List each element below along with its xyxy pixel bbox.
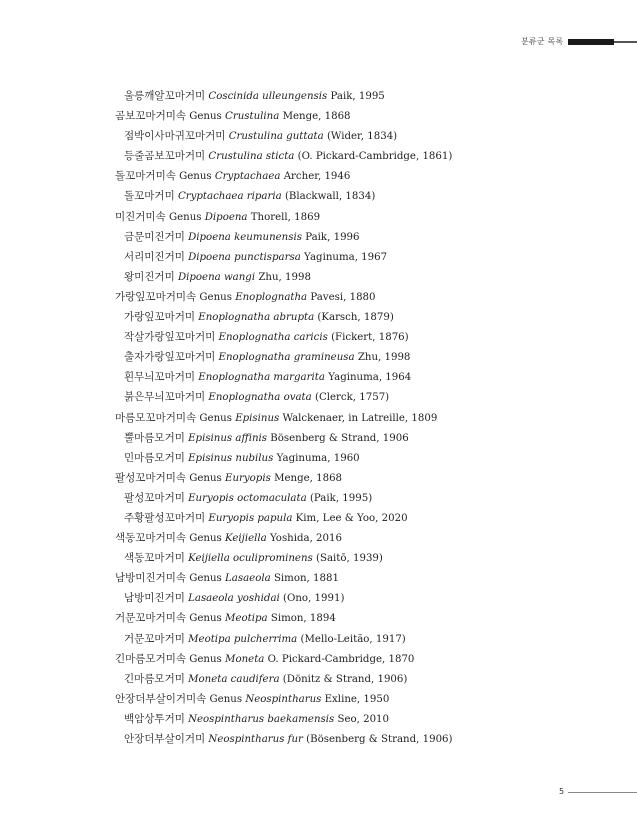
scientific-name: Enoplognatha caricis (218, 332, 328, 344)
author-citation: (Blackwall, 1834) (284, 191, 376, 203)
rank-prefix: Genus (189, 111, 222, 123)
scientific-name: Coscinida ulleungensis (208, 91, 328, 102)
page-number: 5 (559, 787, 565, 796)
genus-entry (115, 408, 615, 428)
korean-name: 왕미진거미 (124, 270, 175, 283)
korean-name: 뿔마름모거미 (124, 431, 185, 444)
rank-prefix: Genus (199, 291, 232, 303)
author-citation: (O. Pickard-Cambridge, 1861) (297, 151, 453, 163)
korean-name: 붉은무늬꼬마거미 (124, 391, 206, 404)
korean-name: 남방미진거미속 (115, 572, 187, 585)
genus-entry (115, 166, 615, 186)
taxon-list (115, 86, 615, 749)
rank-prefix: Genus (199, 412, 232, 424)
scientific-name: Enoplognatha ovata (208, 392, 312, 404)
author-citation: (Karsch, 1879) (317, 312, 394, 324)
korean-name: 미진거미속 (115, 210, 166, 223)
header-bar (568, 39, 614, 45)
scientific-name: Enoplognatha margarita (198, 372, 325, 384)
korean-name: 색동꼬마거미 (124, 552, 185, 565)
author-citation: (Paik, 1995) (309, 492, 373, 504)
scientific-name: Enoplognatha (235, 291, 308, 303)
species-entry (115, 508, 615, 528)
rank-prefix: Genus (209, 693, 243, 705)
species-entry (115, 548, 615, 568)
genus-entry (115, 649, 615, 669)
author-citation: Paik, 1996 (305, 231, 360, 243)
author-citation: Zhu, 1998 (258, 271, 311, 283)
author-citation: Pavesi, 1880 (310, 291, 376, 303)
scientific-name: Meotipa pulcherrima (188, 633, 298, 645)
author-citation: (Mello-Leitão, 1917) (300, 633, 406, 645)
species-entry (115, 86, 615, 106)
section-label: 분류군 목록 (521, 37, 564, 46)
genus-entry (115, 568, 615, 588)
rank-prefix: Genus (189, 573, 222, 585)
species-entry (115, 669, 615, 689)
genus-entry (115, 106, 615, 126)
korean-name: 안장더부살이거미속 (115, 692, 207, 705)
author-citation: Simon, 1881 (273, 573, 339, 585)
korean-name: 팔성꼬마거미속 (115, 471, 187, 484)
scientific-name: Neospintharus fur (208, 734, 303, 745)
rank-prefix: Genus (179, 171, 212, 183)
korean-name: 금문미진거미 (124, 230, 185, 243)
species-entry (115, 448, 615, 468)
scientific-name: Cryptachaea riparia (177, 191, 282, 203)
korean-name: 돌꼬마거미속 (115, 170, 176, 183)
genus-entry (115, 287, 615, 307)
korean-name: 팔성꼬마거미 (124, 491, 185, 504)
species-entry (115, 186, 615, 206)
species-entry (115, 488, 615, 508)
species-entry (115, 247, 615, 267)
author-citation: (Dönitz & Strand, 1906) (282, 673, 408, 685)
korean-name: 색동꼬마거미속 (115, 532, 187, 545)
scientific-name: Euryopis octomaculata (188, 492, 307, 504)
author-citation: (Fickert, 1876) (331, 332, 409, 344)
genus-entry (115, 468, 615, 488)
species-entry (115, 428, 615, 448)
species-entry (115, 146, 615, 166)
species-entry (115, 709, 615, 729)
scientific-name: Euryopis papula (208, 512, 293, 524)
genus-entry (115, 207, 615, 227)
korean-name: 긴마름모거미속 (115, 652, 187, 665)
scientific-name: Episinus (235, 412, 280, 424)
author-citation: Yaginuma, 1967 (304, 251, 388, 263)
species-entry (115, 367, 615, 387)
author-citation: Thorell, 1869 (250, 211, 321, 223)
korean-name: 울릉깨알꼬마거미 (124, 90, 206, 102)
scientific-name: Episinus nubilus (188, 452, 274, 464)
korean-name: 출자가랑잎꼬마거미 (124, 351, 216, 364)
rank-prefix: Genus (189, 533, 222, 545)
author-citation: Yaginuma, 1964 (328, 372, 412, 384)
scientific-name: Moneta (225, 653, 265, 665)
species-entry (115, 629, 615, 649)
scientific-name: Episinus affinis (188, 432, 267, 444)
scientific-name: Lasaeola (225, 573, 271, 585)
author-citation: Walckenaer, in Latreille, 1809 (282, 412, 438, 424)
author-citation: (Ono, 1991) (283, 593, 345, 605)
korean-name: 주황팔성꼬마거미 (124, 511, 206, 524)
scientific-name: Keijiella oculiprominens (188, 553, 313, 565)
header-rule (614, 41, 637, 43)
korean-name: 민마름모거미 (124, 451, 185, 464)
species-entry (115, 347, 615, 367)
author-citation: Yaginuma, 1960 (276, 452, 360, 464)
korean-name: 점박이사마귀꼬마거미 (124, 130, 226, 143)
species-entry (115, 729, 615, 749)
scientific-name: Dipoena punctisparsa (188, 251, 301, 263)
scientific-name: Enoplognatha abrupta (198, 312, 315, 324)
author-citation: (Clerck, 1757) (314, 392, 390, 404)
author-citation: Menge, 1868 (274, 472, 343, 484)
species-entry (115, 387, 615, 407)
scientific-name: Dipoena wangi (177, 271, 256, 283)
korean-name: 거문꼬마거미속 (115, 612, 187, 625)
author-citation: (Wider, 1834) (326, 131, 398, 143)
scientific-name: Crustulina (225, 111, 280, 123)
author-citation: Menge, 1868 (282, 111, 351, 123)
footer-rule (568, 792, 637, 793)
korean-name: 남방미진거미 (124, 592, 185, 605)
species-entry (115, 126, 615, 146)
author-citation: Kim, Lee & Yoo, 2020 (295, 512, 408, 524)
author-citation: Archer, 1946 (283, 171, 351, 183)
author-citation: Paik, 1995 (330, 91, 385, 102)
korean-name: 작살가랑잎꼬마거미 (124, 331, 216, 344)
author-citation: Simon, 1894 (270, 613, 336, 625)
korean-name: 백암상투거미 (124, 712, 185, 725)
scientific-name: Meotipa (225, 613, 268, 625)
scientific-name: Neospintharus (245, 693, 322, 705)
scientific-name: Crustulina guttata (228, 131, 324, 143)
scientific-name: Moneta caudifera (188, 673, 280, 685)
korean-name: 가랑잎꼬마거미 (124, 311, 196, 324)
korean-name: 거문꼬마거미 (124, 632, 185, 645)
scientific-name: Neospintharus baekamensis (188, 713, 335, 725)
genus-entry (115, 608, 615, 628)
author-citation: O. Pickard-Cambridge, 1870 (267, 653, 415, 665)
rank-prefix: Genus (189, 472, 222, 484)
korean-name: 곰보꼬마거미속 (115, 110, 187, 123)
rank-prefix: Genus (189, 653, 222, 665)
author-citation: Yoshida, 2016 (269, 533, 342, 545)
scientific-name: Lasaeola yoshidai (188, 593, 280, 605)
scientific-name: Dipoena (204, 211, 248, 223)
rank-prefix: Genus (168, 211, 202, 223)
korean-name: 가랑잎꼬마거미속 (115, 290, 197, 303)
scientific-name: Euryopis (225, 472, 271, 484)
species-entry (115, 307, 615, 327)
korean-name: 등줄곰보꼬마거미 (124, 150, 206, 163)
species-entry (115, 327, 615, 347)
genus-entry (115, 689, 615, 709)
korean-name: 마름모꼬마거미속 (115, 411, 197, 424)
scientific-name: Cryptachaea (214, 171, 281, 183)
species-entry (115, 267, 615, 287)
korean-name: 돌꼬마거미 (124, 190, 175, 203)
author-citation: Exline, 1950 (324, 693, 390, 705)
author-citation: Zhu, 1998 (357, 352, 411, 364)
species-entry (115, 227, 615, 247)
author-citation: Bösenberg & Strand, 1906 (270, 432, 409, 444)
author-citation: Seo, 2010 (337, 713, 390, 725)
korean-name: 흰무늬꼬마거미 (124, 371, 196, 384)
scientific-name: Enoplognatha gramineusa (218, 352, 355, 364)
genus-entry (115, 528, 615, 548)
author-citation: (Saitō, 1939) (316, 553, 383, 565)
korean-name: 긴마름모거미 (124, 672, 185, 685)
rank-prefix: Genus (189, 613, 222, 625)
scientific-name: Crustulina sticta (208, 151, 295, 163)
scientific-name: Dipoena keumunensis (188, 231, 302, 243)
scientific-name: Keijiella (225, 533, 267, 545)
korean-name: 서리미진거미 (124, 250, 185, 263)
author-citation: (Bösenberg & Strand, 1906) (306, 734, 453, 745)
species-entry (115, 588, 615, 608)
korean-name: 안장더부살이거미 (124, 733, 206, 745)
